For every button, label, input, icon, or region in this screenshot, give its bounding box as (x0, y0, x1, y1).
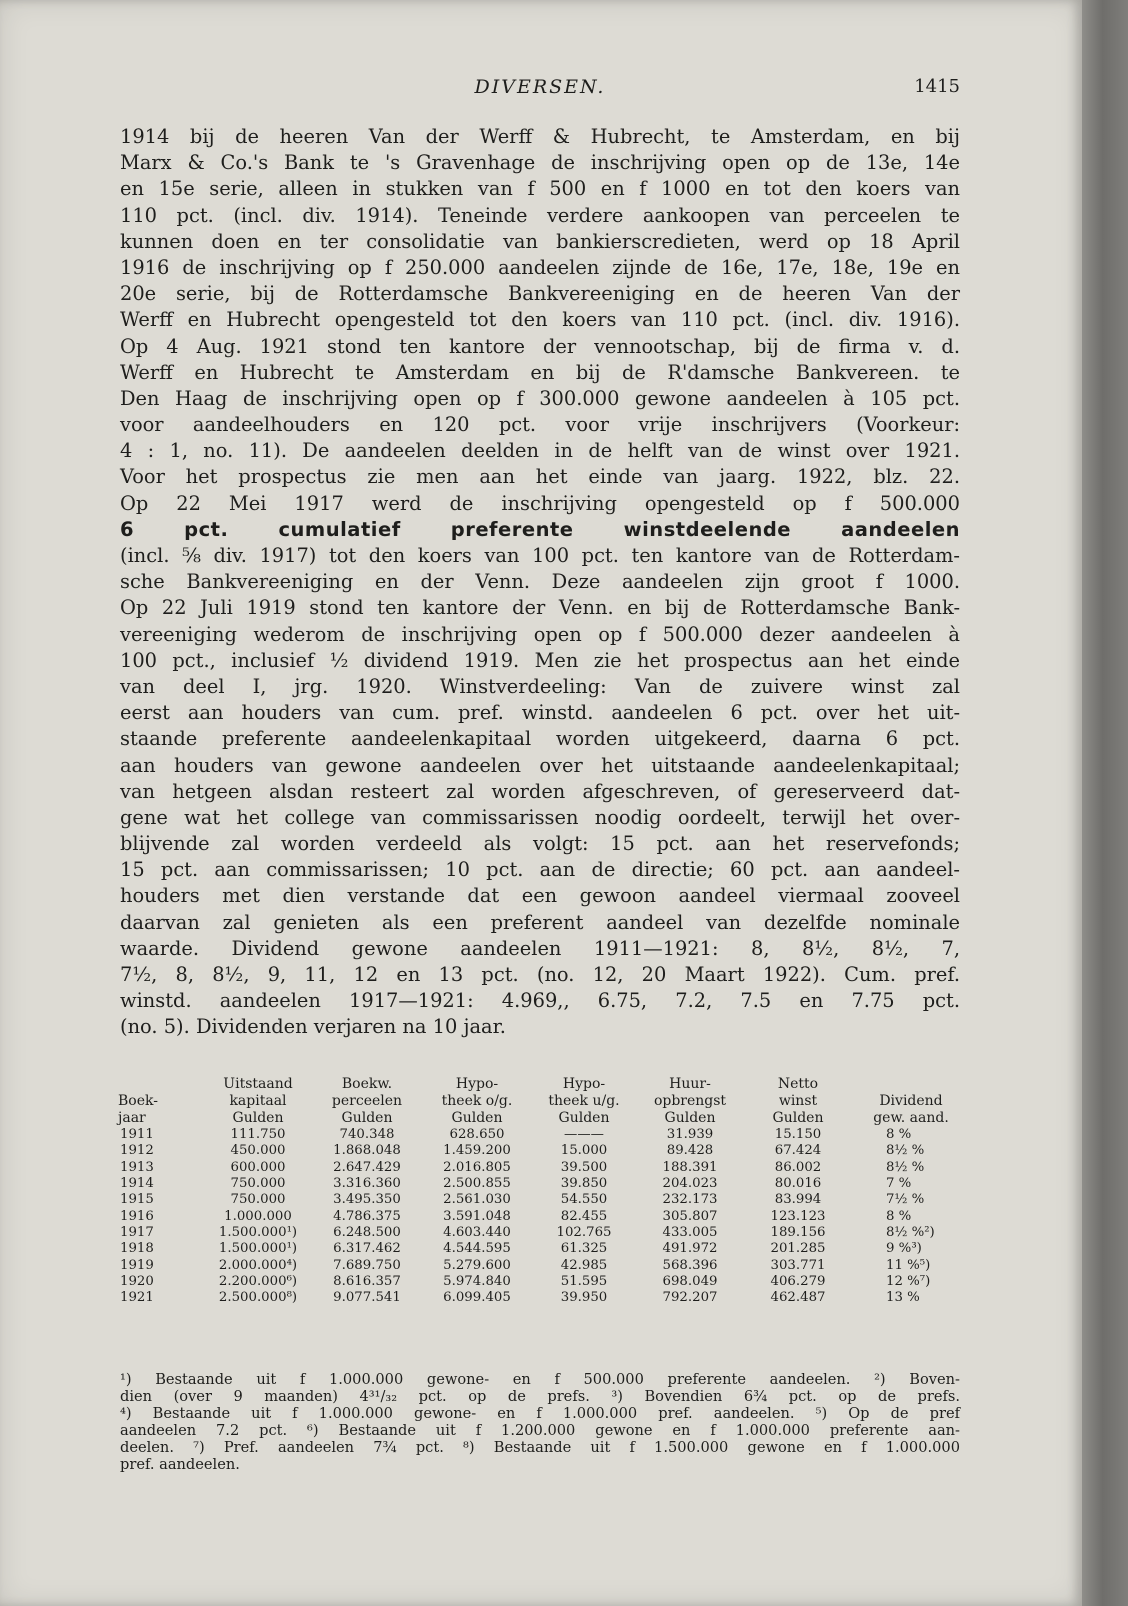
body-line: sche Bankvereeniging en der Venn. Deze aandeelen zijn groot f 1000. (120, 570, 960, 594)
body-line: gene wat het college van commissarissen noodig oordeelt, terwijl het over- (120, 805, 960, 829)
dividend-cell: 7½ % (886, 1192, 925, 1208)
table-row (118, 1274, 970, 1290)
financial-table (118, 1076, 970, 1306)
body-line: Op 4 Aug. 1921 stond ten kantore der vennootschap, bij de firma v. d. (120, 334, 960, 358)
table-row (118, 1241, 970, 1257)
table-cell: 740.348 (339, 1127, 395, 1143)
table-cell: 39.850 (560, 1176, 608, 1192)
year-cell: 1918 (120, 1241, 154, 1257)
table-cell: 792.207 (662, 1290, 718, 1306)
table-row (118, 1290, 970, 1306)
table-cell: 750.000 (230, 1176, 286, 1192)
body-line: Den Haag de inschrijving open op f 300.000 gewone aandeelen à 105 pct. (120, 386, 960, 410)
dividend-cell: 8 % (886, 1127, 912, 1143)
body-line: Werff en Hubrecht te Amsterdam en bij de R'damsche Bankvereen. te (120, 360, 960, 384)
table-cell: 4.544.595 (443, 1241, 511, 1257)
dividend-cell: 13 % (886, 1290, 920, 1306)
page-number: 1415 (914, 76, 960, 97)
table-cell: 111.750 (230, 1127, 286, 1143)
footnote-line: ⁴) Bestaande uit f 1.000.000 gewone- en f 1.000.000 pref. aandeelen. ⁵) Op de pref (120, 1405, 960, 1422)
table-cell: 5.279.600 (443, 1257, 511, 1273)
table-cell: 6.099.405 (443, 1290, 511, 1306)
table-cell: 2.500.855 (443, 1176, 511, 1192)
book-spine-edge (1082, 0, 1128, 1606)
table-cell: 123.123 (770, 1208, 826, 1224)
table-cell: 6.248.500 (333, 1224, 401, 1240)
running-head (120, 72, 960, 102)
body-line: 20e serie, bij de Rotterdamsche Bankvereeniging en de heeren Van der (120, 282, 960, 306)
table-cell: 1.868.048 (333, 1143, 401, 1159)
table-cell: 89.428 (666, 1143, 714, 1159)
table-cell: 406.279 (770, 1273, 826, 1289)
table-cell: 750.000 (230, 1192, 286, 1208)
table-cell: 83.994 (774, 1192, 822, 1208)
table-cell: 86.002 (774, 1159, 822, 1175)
table-cell: 4.786.375 (333, 1208, 401, 1224)
table-cell: 54.550 (560, 1192, 608, 1208)
table-cell: 698.049 (662, 1273, 718, 1289)
table-cell: 2.500.000⁸) (218, 1290, 298, 1306)
table-cell: 2.000.000⁴) (218, 1257, 298, 1273)
footnotes (120, 1371, 960, 1473)
table-cell: 2.647.429 (333, 1159, 401, 1175)
body-line: Op 22 Juli 1919 stond ten kantore der Venn. en bij de Rotterdamsche Bank- (120, 596, 960, 620)
table-cell: 1.500.000¹) (218, 1224, 298, 1240)
table-row (118, 1127, 970, 1143)
table-row (118, 1192, 970, 1208)
table-cell: 80.016 (774, 1176, 822, 1192)
table-cell: 82.455 (560, 1208, 608, 1224)
table-cell: 2.016.805 (443, 1159, 511, 1175)
body-line: van deel I, jrg. 1920. Winstverdeeling: Van de zuivere winst zal (120, 674, 960, 698)
footnote-line: ¹) Bestaande uit f 1.000.000 gewone- en f 500.000 preferente aandeelen. ²) Boven- (120, 1371, 960, 1388)
body-line: kunnen doen en ter consolidatie van bankierscredieten, werd op 18 April (120, 229, 960, 253)
table-cell: 2.561.030 (443, 1192, 511, 1208)
table-cell: 51.595 (560, 1273, 608, 1289)
body-line: Op 22 Mei 1917 werd de inschrijving opengesteld op f 500.000 (120, 491, 960, 515)
footnote-line: pref. aandeelen. (120, 1456, 240, 1473)
table-cell: 462.487 (770, 1290, 826, 1306)
body-line: 1916 de inschrijving op f 250.000 aandeelen zijnde de 16e, 17e, 18e, 19e en (120, 255, 960, 279)
table-cell: 6.317.462 (333, 1241, 401, 1257)
table-cell: 2.200.000⁶) (218, 1273, 298, 1289)
body-line: en 15e serie, alleen in stukken van f 500 en f 1000 en tot den koers van (120, 177, 960, 201)
table-cell: 7.689.750 (333, 1257, 401, 1273)
year-cell: 1912 (120, 1143, 154, 1159)
table-cell: 1.500.000¹) (218, 1241, 298, 1257)
table-cell: 450.000 (230, 1143, 286, 1159)
body-line: eerst aan houders van cum. pref. winstd. aandeelen 6 pct. over het uit- (120, 701, 960, 725)
table-cell: 201.285 (770, 1241, 826, 1257)
year-cell: 1913 (120, 1159, 154, 1175)
running-title: DIVERSEN. (474, 76, 606, 98)
table-row (118, 1225, 970, 1241)
body-line: blijvende zal worden verdeeld als volgt: 15 pct. aan het reservefonds; (120, 832, 960, 856)
table-cell: 5.974.840 (443, 1273, 511, 1289)
col-header-hypotheek-og: Hypo- theek o/g. Gulden (441, 1076, 513, 1126)
table-cell: 189.156 (770, 1224, 826, 1240)
table-cell: 628.650 (449, 1127, 505, 1143)
body-line: 7½, 8, 8½, 9, 11, 12 en 13 pct. (no. 12, 20 Maart 1922). Cum. pref. (120, 963, 960, 986)
table-row (118, 1143, 970, 1159)
table-cell: 102.765 (556, 1224, 612, 1240)
table-cell: 39.950 (560, 1290, 608, 1306)
body-line: waarde. Dividend gewone aandeelen 1911—1921: 8, 8½, 8½, 7, (120, 936, 960, 960)
col-header-nettowinst: Netto winst Gulden (772, 1076, 824, 1126)
col-header-hypotheek-ug: Hypo- theek u/g. Gulden (548, 1076, 620, 1126)
body-line: van hetgeen alsdan resteert zal worden afgeschreven, of gereserveerd dat- (120, 779, 960, 803)
table-cell: 491.972 (662, 1241, 718, 1257)
year-cell: 1921 (120, 1290, 154, 1306)
footnote-line: aandeelen 7.2 pct. ⁶) Bestaande uit f 1.200.000 gewone en f 1.000.000 preferente aan- (120, 1422, 960, 1439)
footnote-line: dien (over 9 maanden) 4³¹/₃₂ pct. op de prefs. ³) Bovendien 6¾ pct. op de prefs. (120, 1388, 960, 1405)
dividend-cell: 7 % (886, 1176, 912, 1192)
body-line: aan houders van gewone aandeelen over het uitstaande aandeelenkapitaal; (120, 753, 960, 777)
table-row (118, 1176, 970, 1192)
table-cell: 303.771 (770, 1257, 826, 1273)
table-cell: 232.173 (662, 1192, 718, 1208)
table-cell: 15.000 (560, 1143, 608, 1159)
table-row (118, 1160, 970, 1176)
table-cell: 1.000.000 (224, 1208, 292, 1224)
table-cell: 3.316.360 (333, 1176, 401, 1192)
body-line: winstd. aandeelen 1917—1921: 4.969,, 6.75, 7.2, 7.5 en 7.75 pct. (120, 989, 960, 1013)
year-cell: 1920 (120, 1273, 154, 1289)
dividend-cell: 8½ % (886, 1143, 925, 1159)
table-row (118, 1257, 970, 1273)
table-header-row (118, 1076, 970, 1127)
year-cell: 1917 (120, 1224, 154, 1240)
col-header-boekjaar: Boek- jaar (118, 1093, 158, 1126)
dividend-cell: 9 %³) (886, 1241, 922, 1257)
table-cell: 9.077.541 (333, 1290, 401, 1306)
body-line: 1914 bij de heeren Van der Werff & Hubrecht, te Amsterdam, en bij (120, 125, 960, 148)
body-line: Marx & Co.'s Bank te 's Gravenhage de inschrijving open op de 13e, 14e (120, 151, 960, 175)
body-line: 15 pct. aan commissarissen; 10 pct. aan de directie; 60 pct. aan aandeel- (120, 858, 960, 882)
table-cell: 61.325 (560, 1241, 608, 1257)
footnote-line: deelen. ⁷) Pref. aandeelen 7¾ pct. ⁸) Bestaande uit f 1.500.000 gewone en f 1.000.000 (120, 1439, 960, 1456)
col-header-huuropbrengst: Huur- opbrengst Gulden (653, 1076, 727, 1126)
table-cell: 42.985 (560, 1257, 608, 1273)
year-cell: 1911 (120, 1127, 154, 1143)
body-line: voor aandeelhouders en 120 pct. voor vrije inschrijvers (Voorkeur: (120, 413, 960, 437)
bold-heading-line: 6 pct. cumulatief preferente winstdeelende aandeelen (120, 517, 960, 541)
table-cell: 4.603.440 (443, 1224, 511, 1240)
table-cell: 15.150 (774, 1127, 822, 1143)
table-cell: 67.424 (774, 1143, 822, 1159)
year-cell: 1919 (120, 1257, 154, 1273)
body-line: daarvan zal genieten als een preferent aandeel van dezelfde nominale (120, 910, 960, 934)
year-cell: 1915 (120, 1192, 154, 1208)
dividend-cell: 8½ % (886, 1159, 925, 1175)
table-cell: 3.495.350 (333, 1192, 401, 1208)
table-cell: 8.616.357 (333, 1273, 401, 1289)
body-line: Voor het prospectus zie men aan het einde van jaarg. 1922, blz. 22. (120, 465, 960, 489)
table-cell: 1.459.200 (443, 1143, 511, 1159)
body-line: 110 pct. (incl. div. 1914). Teneinde verdere aankoopen van perceelen te (120, 203, 960, 227)
col-header-perceelen: Boekw. perceelen Gulden (331, 1076, 403, 1126)
year-cell: 1914 (120, 1176, 154, 1192)
body-text (120, 124, 960, 1041)
body-line: (incl. ⅝ div. 1917) tot den koers van 100 pct. ten kantore van de Rotterdam- (120, 544, 960, 567)
body-line: vereeniging wederom de inschrijving open op f 500.000 dezer aandeelen à (120, 622, 960, 646)
body-line: houders met dien verstande dat een gewoon aandeel viermaal zooveel (120, 884, 960, 908)
body-line: 4 : 1, no. 11). De aandeelen deelden in de helft van de winst over 1921. (120, 439, 960, 463)
col-header-kapitaal: Uitstaand kapitaal Gulden (223, 1076, 293, 1126)
dividend-cell: 11 %⁵) (886, 1257, 931, 1273)
table-cell: ——— (564, 1127, 604, 1143)
body-line: staande preferente aandeelenkapitaal worden uitgekeerd, daarna 6 pct. (120, 727, 960, 751)
table-cell: 433.005 (662, 1224, 718, 1240)
dividend-cell: 12 %⁷) (886, 1273, 931, 1289)
table-cell: 204.023 (662, 1176, 718, 1192)
dividend-cell: 8 % (886, 1208, 912, 1224)
table-cell: 3.591.048 (443, 1208, 511, 1224)
table-row (118, 1208, 970, 1224)
body-line: 100 pct., inclusief ½ dividend 1919. Men zie het prospectus aan het einde (120, 648, 960, 672)
table-cell: 31.939 (666, 1127, 714, 1143)
table-cell: 188.391 (662, 1159, 718, 1175)
table-cell: 568.396 (662, 1257, 718, 1273)
year-cell: 1916 (120, 1208, 154, 1224)
table-cell: 305.807 (662, 1208, 718, 1224)
table-cell: 600.000 (230, 1159, 286, 1175)
body-line: Werff en Hubrecht opengesteld tot den koers van 110 pct. (incl. div. 1916). (120, 308, 960, 332)
body-line: (no. 5). Dividenden verjaren na 10 jaar. (120, 1015, 506, 1039)
table-cell: 39.500 (560, 1159, 608, 1175)
col-header-dividend: Dividend gew. aand. (873, 1093, 949, 1126)
dividend-cell: 8½ %²) (886, 1224, 935, 1240)
